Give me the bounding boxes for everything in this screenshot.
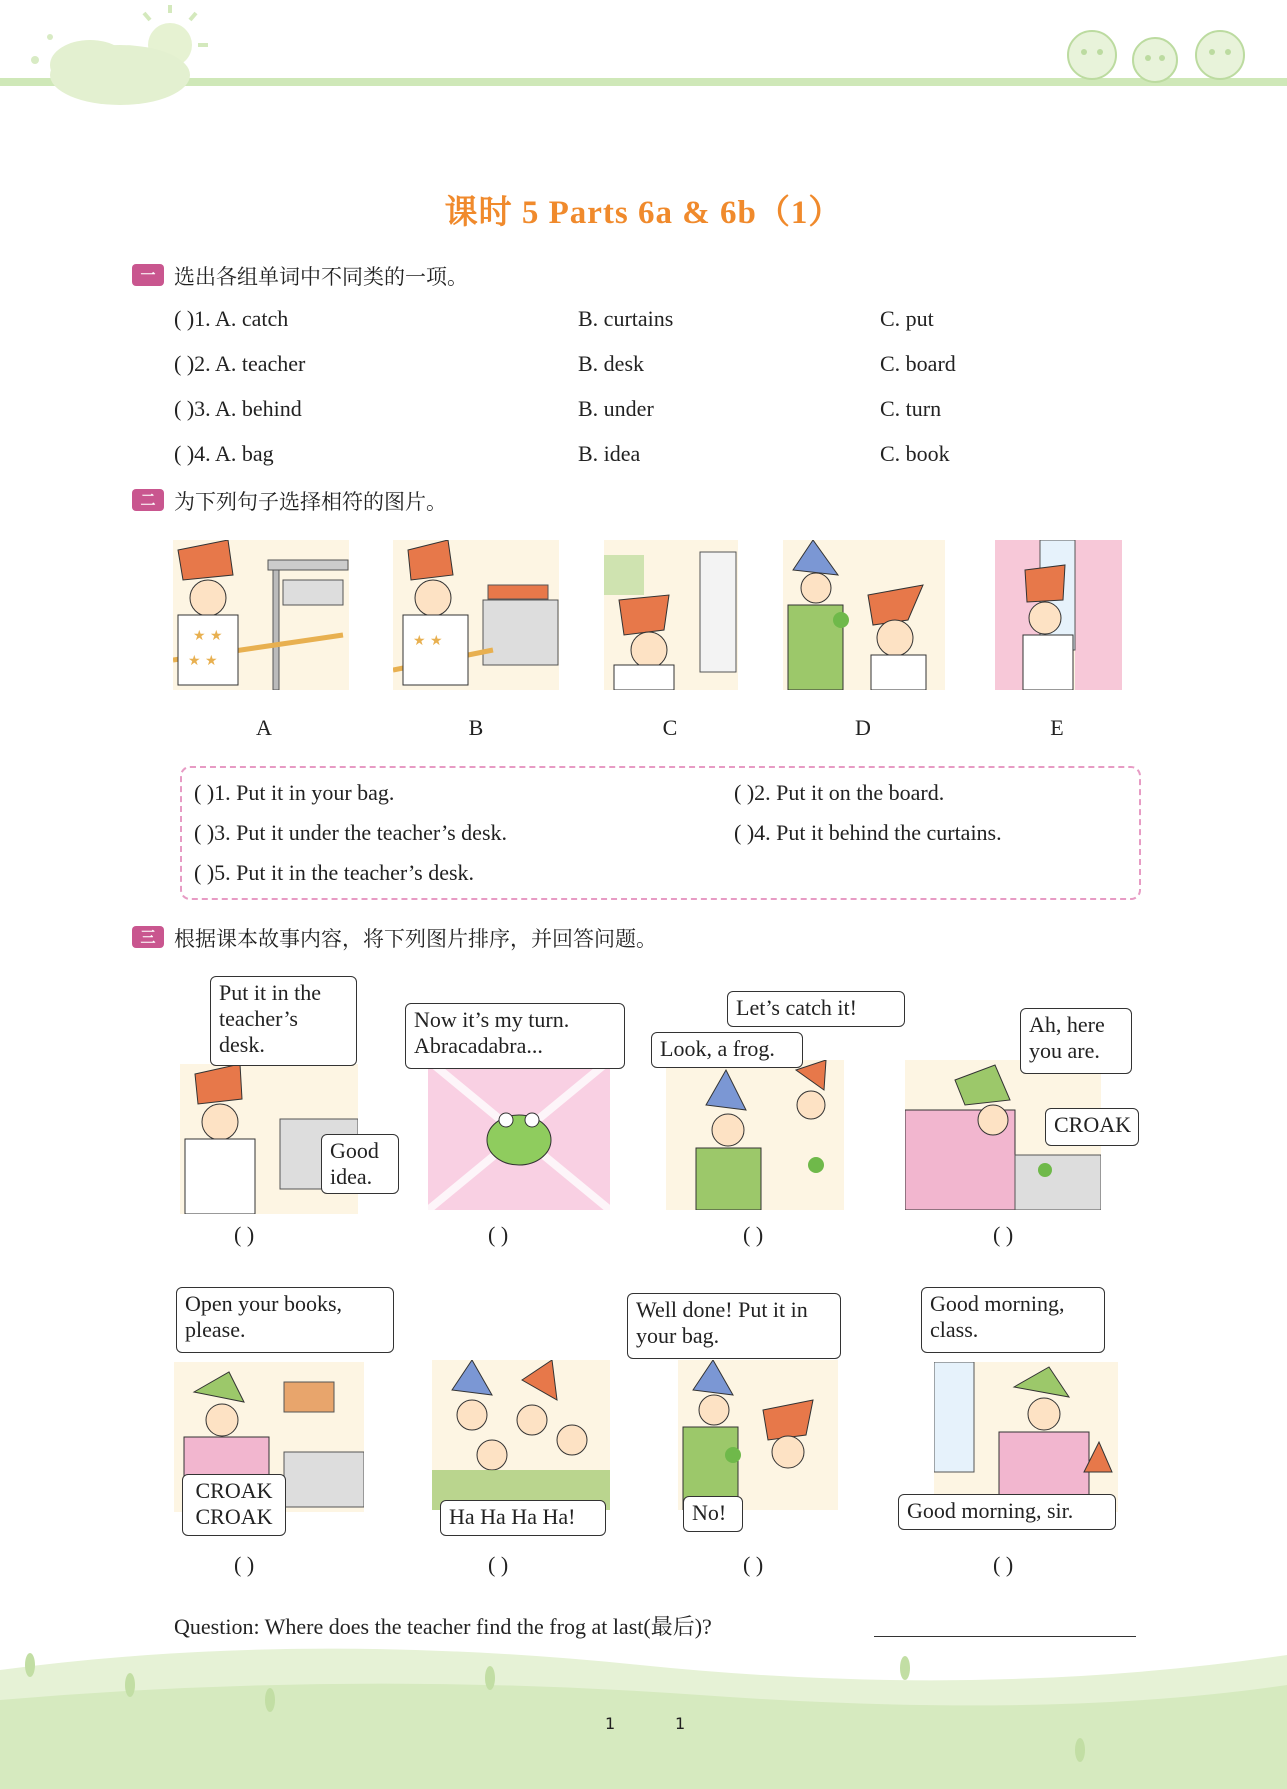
order-answer-4[interactable]: ( ) <box>993 1222 1014 1247</box>
answer-line[interactable] <box>874 1636 1136 1637</box>
story-picture-6 <box>432 1360 610 1510</box>
section-badge-2: 二 <box>132 489 164 511</box>
picture-label-e: E <box>1050 715 1064 740</box>
speech-bubble: Open your books, please. <box>176 1287 394 1353</box>
sentence-4: ( )4. Put it behind the curtains. <box>734 820 1002 845</box>
question-1-a: ( )1. A. catch <box>174 306 289 331</box>
story-picture-8 <box>934 1362 1118 1512</box>
page-number-left: 1 <box>605 1714 616 1733</box>
question-1-b: B. curtains <box>578 306 674 331</box>
speech-bubble: Well done! Put it in your bag. <box>627 1293 841 1359</box>
picture-b <box>393 540 559 690</box>
question-2-b: B. desk <box>578 351 644 376</box>
question-4-b: B. idea <box>578 441 641 466</box>
picture-label-c: C <box>662 715 678 740</box>
speech-bubble: Good morning, sir. <box>898 1494 1116 1530</box>
picture-label-b: B <box>468 715 484 740</box>
question-2-c: C. board <box>880 351 956 376</box>
svg-text:★ ★: ★ ★ <box>188 653 218 669</box>
order-answer-7[interactable]: ( ) <box>743 1552 764 1577</box>
story-picture-7 <box>678 1360 838 1510</box>
sentence-1: ( )1. Put it in your bag. <box>194 780 395 805</box>
order-answer-8[interactable]: ( ) <box>993 1552 1014 1577</box>
story-picture-3 <box>666 1060 844 1210</box>
animal-faces-decoration <box>1060 20 1260 85</box>
section-badge-1: 一 <box>132 264 164 286</box>
question-3-c: C. turn <box>880 396 942 421</box>
speech-bubble: Ah, here you are. <box>1020 1008 1132 1074</box>
order-answer-5[interactable]: ( ) <box>234 1552 255 1577</box>
order-answer-3[interactable]: ( ) <box>743 1222 764 1247</box>
svg-text:★ ★: ★ ★ <box>193 628 223 644</box>
speech-bubble: Good idea. <box>321 1134 399 1194</box>
picture-e <box>995 540 1122 690</box>
section-title-3: 根据课本故事内容，将下列图片排序，并回答问题。 <box>174 927 657 951</box>
picture-a <box>173 540 349 690</box>
sentence-3: ( )3. Put it under the teacher’s desk. <box>194 820 508 845</box>
svg-text:★ ★: ★ ★ <box>413 633 443 649</box>
speech-bubble: Now it’s my turn. Abracadabra... <box>405 1003 625 1069</box>
sentence-5: ( )5. Put it in the teacher’s desk. <box>194 860 475 885</box>
section-badge-3: 三 <box>132 926 164 948</box>
question-3-a: ( )3. A. behind <box>174 396 302 421</box>
sun-cloud-decoration <box>20 5 210 115</box>
picture-c <box>604 540 738 690</box>
sentence-2: ( )2. Put it on the board. <box>734 780 945 805</box>
question-4-c: C. book <box>880 441 950 466</box>
picture-label-d: D <box>855 715 871 740</box>
page-title: 课时 5 Parts 6a & 6b（1） <box>444 195 843 231</box>
speech-bubble: Good morning, class. <box>921 1287 1105 1353</box>
picture-label-a: A <box>256 715 272 740</box>
order-answer-2[interactable]: ( ) <box>488 1222 509 1247</box>
story-picture-2 <box>428 1060 610 1210</box>
section-title-1: 选出各组单词中不同类的一项。 <box>174 265 468 289</box>
section-title-2: 为下列句子选择相符的图片。 <box>174 490 447 514</box>
landscape-decoration <box>0 1640 1287 1789</box>
page-number-right: 1 <box>675 1714 686 1733</box>
final-question: Question: Where does the teacher find the frog at last(最后)? <box>174 1614 712 1639</box>
question-2-a: ( )2. A. teacher <box>174 351 306 376</box>
question-1-c: C. put <box>880 306 934 331</box>
speech-bubble: Look, a frog. <box>651 1032 803 1068</box>
question-3-b: B. under <box>578 396 654 421</box>
order-answer-1[interactable]: ( ) <box>234 1222 255 1247</box>
speech-bubble: Ha Ha Ha Ha! <box>440 1500 606 1536</box>
question-4-a: ( )4. A. bag <box>174 441 274 466</box>
speech-bubble: CROAK CROAK <box>182 1474 286 1536</box>
speech-bubble: CROAK <box>1045 1108 1139 1146</box>
speech-bubble: Let’s catch it! <box>727 991 905 1027</box>
picture-d <box>783 540 945 690</box>
speech-bubble: No! <box>683 1496 743 1532</box>
order-answer-6[interactable]: ( ) <box>488 1552 509 1577</box>
speech-bubble: Put it in the teacher’s desk. <box>210 976 357 1066</box>
